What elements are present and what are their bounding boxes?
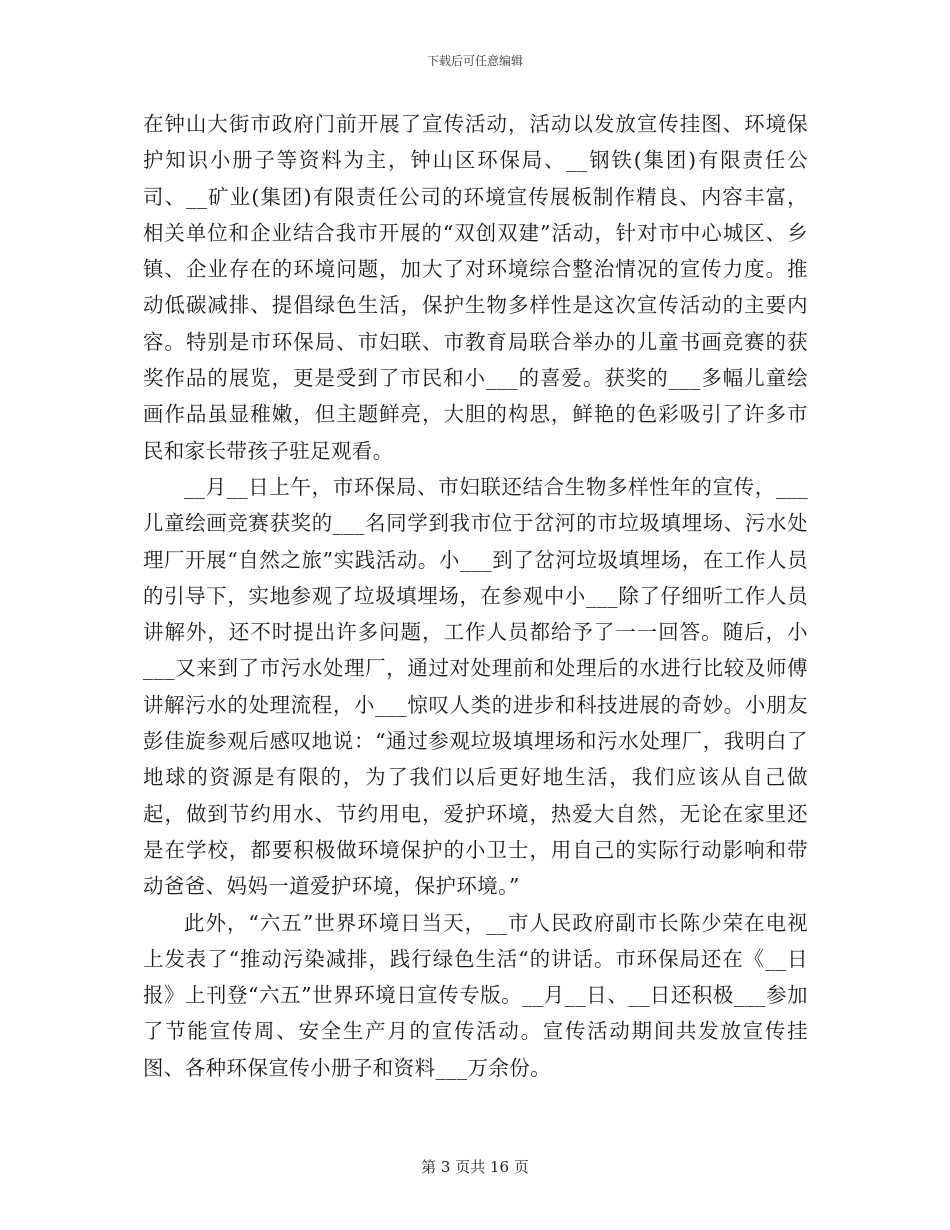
paragraph-2: __月__日上午，市环保局、市妇联还结合生物多样性年的宣传，___儿童绘画竞赛获奖的___名同学到我市位于岔河的市垃圾填埋场、污水处理厂开展“自然之旅”实践活动。小___到了岔河垃圾填埋场，在工作人员的引导下，实地参观了垃圾填埋场，在参观中小___除了仔细听工作人员讲解外，还不时提出许多问题，工作人员都给予了一一回答。随后，小___又来到了市污水处理厂，通过对处理前和处理后的水进行比较及师傅讲解污水的处理流程，小___惊叹人类的进步和科技进展的奇妙。小朋友彭佳旋参观后感叹地说：“通过参观垃圾填埋场和污水处理厂，我明白了地球的资源是有限的，为了我们以后更好地生活，我们应该从自己做起，做到节约用水、节约用电，爱护环境，热爱大自然，无论在家里还是在学校，都要积极做环境保护的小卫士，用自己的实际行动影响和带动爸爸、妈妈一道爱护环境，保护环境。”: [143, 474, 808, 899]
page-number: 第 3 页共 16 页: [421, 1158, 529, 1176]
paragraph-1: 在钟山大街市政府门前开展了宣传活动，活动以发放宣传挂图、环境保护知识小册子等资料为主，钟山区环保局、__钢铁(集团)有限责任公司、__矿业(集团)有限责任公司的环境宣传展板制作精良、内容丰富，相关单位和企业结合我市开展的“双创双建”活动，针对市中心城区、乡镇、企业存在的环境问题，加大了对环境综合整治情况的宣传力度。推动低碳减排、提倡绿色生活，保护生物多样性是这次宣传活动的主要内容。特别是市环保局、市妇联、市教育局联合举办的儿童书画竞赛的获奖作品的展览，更是受到了市民和小___的喜爱。获奖的___多幅儿童绘画作品虽显稚嫩，但主题鲜亮，大胆的构思，鲜艳的色彩吸引了许多市民和家长带孩子驻足观看。: [143, 112, 808, 463]
document-body: [143, 106, 808, 1086]
paragraph-3: 此外，“六五”世界环境日当天，__市人民政府副市长陈少荣在电视上发表了“推动污染减排，践行绿色生活“的讲话。市环保局还在《__日报》上刊登“六五”世界环境日宣传专版。__月__日、__日还积极___参加了节能宣传周、安全生产月的宣传活动。宣传活动期间共发放宣传挂图、各种环保宣传小册子和资料___万余份。: [143, 910, 808, 1080]
page-header-note: 下载后可任意编辑: [426, 54, 523, 68]
